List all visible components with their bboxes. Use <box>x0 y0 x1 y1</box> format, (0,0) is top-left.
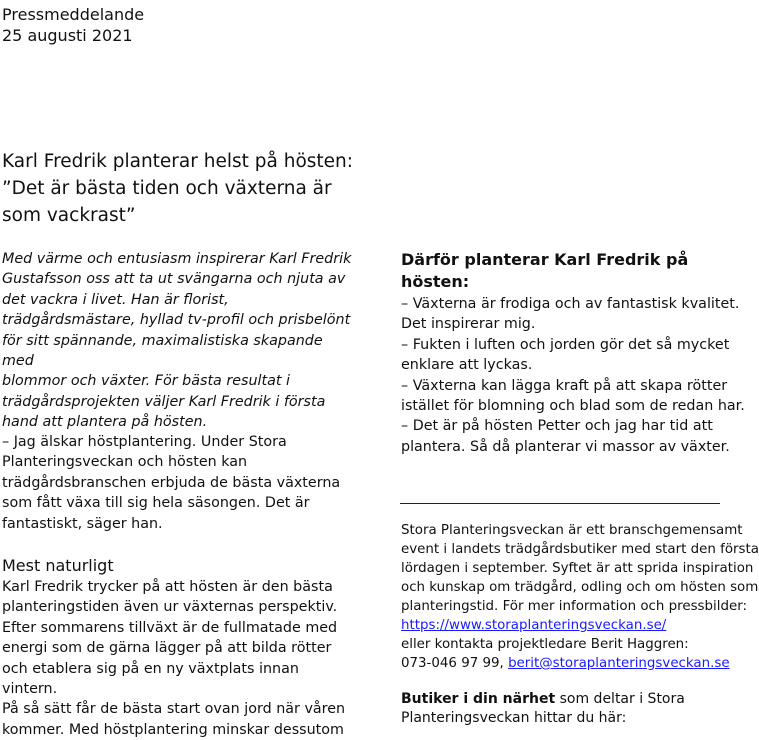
divider-line <box>400 503 720 504</box>
quote-paragraph <box>2 432 354 534</box>
reasons-heading-line: hösten: <box>401 272 470 291</box>
reasons-line: – Växterna är frodiga och av fantastisk kvalitet. <box>401 296 740 312</box>
quote-line: som fått växa till sig hela säsongen. Det är <box>2 495 310 512</box>
reasons-line: plantera. Så då planterar vi massor av växter. <box>401 438 730 455</box>
headline-line: som vackrast” <box>2 205 136 226</box>
contact-line: eller kontakta projektledare Berit Haggren: <box>401 637 689 652</box>
lead-paragraph <box>2 249 354 433</box>
reasons-line: – Växterna kan lägga kraft på att skapa rötter <box>401 377 728 394</box>
reasons-line: Det inspirerar mig. <box>401 316 536 333</box>
lead-line: trädgårdsmästare, hyllad tv-profil och prisbelönt <box>2 312 351 329</box>
reasons-heading-line: Därför planterar Karl Fredrik på <box>401 250 689 269</box>
reasons-line: enklare att lyckas. <box>401 357 533 374</box>
contact-phone: 073-046 97 99, <box>401 656 504 671</box>
document-date: 25 augusti 2021 <box>2 26 133 45</box>
reasons-line: istället för blomning och blad som de redan har. <box>401 398 745 415</box>
reasons-line: – Fukten i luften och jorden gör det så mycket <box>401 336 730 353</box>
info-line: och kunskap om trädgård, odling och om hösten som <box>401 580 759 595</box>
section-line: Karl Fredrik trycker på att hösten är den bästa <box>2 579 333 595</box>
section-heading: Mest naturligt <box>2 556 114 575</box>
info-box <box>401 521 759 673</box>
section-line: energi som de gärna lägger på att bilda rötter <box>2 640 332 657</box>
headline-line: Karl Fredrik planterar helst på hösten: <box>2 151 353 172</box>
section-line: kommer. Med höstplantering minskar dessutom <box>2 721 344 738</box>
reasons-line: – Det är på hösten Petter och jag har tid att <box>401 418 713 435</box>
stores-section <box>401 690 685 728</box>
press-header <box>2 4 144 46</box>
info-line: lördagen i september. Syftet är att sprida inspiration <box>401 561 754 576</box>
info-line: planteringstid. För mer information och pressbilder: <box>401 599 747 614</box>
reasons-list <box>401 294 745 457</box>
document-type: Pressmeddelande <box>2 5 145 24</box>
section-line: och etablera sig på en ny växtplats innan vintern. <box>2 660 299 698</box>
reasons-heading <box>401 249 688 293</box>
info-line: Stora Planteringsveckan är ett branschgemensamt <box>401 523 743 538</box>
stores-line <box>401 690 685 709</box>
quote-line: – Jag älskar höstplantering. Under Stora <box>2 434 287 450</box>
info-line: event i landets trädgårdsbutiker med start den första <box>401 542 759 557</box>
lead-line: blommor och växter. För bästa resultat i <box>2 373 291 390</box>
quote-line: fantastiskt, säger han. <box>2 515 163 532</box>
contact-details <box>401 654 759 673</box>
lead-line: hand att plantera på hösten. <box>2 414 208 431</box>
quote-line: trädgårdsbranschen erbjuda de bästa växterna <box>2 474 341 491</box>
lead-line: Gustafsson oss att ta ut svängarna och njuta av <box>2 271 346 288</box>
stores-text: som deltar i Stora <box>555 691 685 707</box>
lead-line: Med värme och entusiasm inspirerar Karl Fredrik <box>2 251 352 267</box>
website-link[interactable]: https://www.storaplanteringsveckan.se/ <box>401 618 667 633</box>
headline-line: ”Det är bästa tiden och växterna är <box>2 178 332 199</box>
headline <box>2 148 362 229</box>
lead-line: det vackra i livet. Han är florist, <box>2 291 229 308</box>
stores-line2: Planteringsveckan hittar du här: <box>401 710 627 726</box>
section-line: planteringstiden även ur växternas perspektiv. <box>2 599 338 616</box>
section-line: På så sätt får de bästa start ovan jord när våren <box>2 701 346 718</box>
section-line: Efter sommarens tillväxt är de fullmatade med <box>2 619 338 636</box>
lead-line: för sitt spännande, maximalistiska skapande med <box>2 332 323 370</box>
stores-heading: Butiker i din närhet <box>401 691 556 707</box>
lead-line: trädgårdsprojekten väljer Karl Fredrik i första <box>2 393 326 410</box>
quote-line: Planteringsveckan och hösten kan <box>2 454 248 471</box>
section-paragraph <box>2 577 354 740</box>
email-link[interactable]: berit@storaplanteringsveckan.se <box>508 656 730 671</box>
